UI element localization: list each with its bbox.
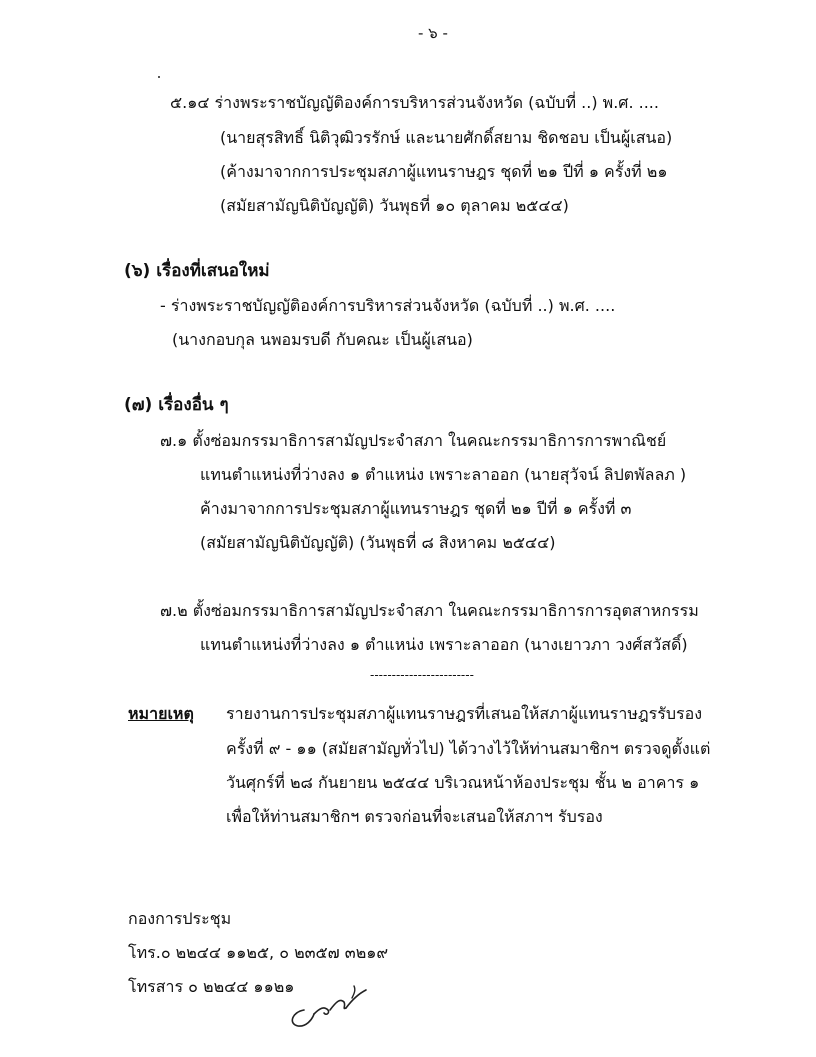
section-6-heading: (๖) เรื่องที่เสนอใหม่	[124, 261, 270, 281]
item-7-1-vacancy: แทนตำแหน่งที่ว่างลง ๑ ตำแหน่ง เพราะลาออก (นายสุวัจน์ ลิปตพัลลภ )	[200, 465, 687, 484]
divider-line: ------------------------	[370, 668, 474, 682]
item-5-14-carryover: (ค้างมาจากการประชุมสภาผู้แทนราษฎร ชุดที่ ๒๑ ปีที่ ๑ ครั้งที่ ๒๑	[220, 162, 668, 181]
remark-line-4: เพื่อให้ท่านสมาชิกฯ ตรวจก่อนที่จะเสนอให้สภาฯ รับรอง	[226, 807, 603, 826]
item-5-14-session-date: (สมัยสามัญนิติบัญญัติ) วันพุธที่ ๑๐ ตุลาคม ๒๕๔๔)	[220, 196, 569, 215]
item-5-14-title: ๕.๑๔ ร่างพระราชบัญญัติองค์การบริหารส่วนจังหวัด (ฉบับที่ ..) พ.ศ. ....	[170, 93, 659, 112]
item-7-1-session-date: (สมัยสามัญนิติบัญญัติ) (วันพุธที่ ๘ สิงหาคม ๒๕๔๔)	[200, 533, 556, 552]
item-7-1-carryover: ค้างมาจากการประชุมสภาผู้แทนราษฎร ชุดที่ ๒๑ ปีที่ ๑ ครั้งที่ ๓	[200, 499, 632, 518]
footer-phone: โทร.๐ ๒๒๔๔ ๑๑๒๕, ๐ ๒๓๕๗ ๓๒๑๙	[128, 943, 389, 962]
remark-line-2: ครั้งที่ ๙ - ๑๑ (สมัยสามัญทั่วไป) ได้วางไว้ให้ท่านสมาชิกฯ ตรวจดูตั้งแต่	[226, 739, 711, 758]
item-7-2-title: ๗.๒ ตั้งซ่อมกรรมาธิการสามัญประจำสภา ในคณะกรรมาธิการการอุตสาหกรรม	[160, 601, 699, 620]
item-7-1-title: ๗.๑ ตั้งซ่อมกรรมาธิการสามัญประจำสภา ในคณะกรรมาธิการการพาณิชย์	[160, 431, 667, 450]
footer-office: กองการประชุม	[128, 909, 232, 928]
section-6-bill: - ร่างพระราชบัญญัติองค์การบริหารส่วนจังหวัด (ฉบับที่ ..) พ.ศ. ....	[160, 296, 616, 315]
remark-line-3: วันศุกร์ที่ ๒๘ กันยายน ๒๕๔๔ บริเวณหน้าห้องประชุม ชั้น ๒ อาคาร ๑	[226, 773, 700, 792]
section-7-heading: (๗) เรื่องอื่น ๆ	[124, 395, 229, 415]
remark-label: หมายเหตุ	[128, 704, 194, 723]
handwritten-signature	[284, 980, 374, 1032]
item-5-14-proposers: (นายสุรสิทธิ์ นิติวุฒิวรรักษ์ และนายศักดิ์สยาม ชิดชอบ เป็นผู้เสนอ)	[220, 128, 673, 147]
item-7-2-vacancy: แทนตำแหน่งที่ว่างลง ๑ ตำแหน่ง เพราะลาออก (นางเยาวภา วงศ์สวัสดิ์)	[200, 635, 688, 654]
section-6-proposers: (นางกอบกุล นพอมรบดี กับคณะ เป็นผู้เสนอ)	[172, 330, 473, 349]
footer-fax: โทรสาร ๐ ๒๒๔๔ ๑๑๒๑	[128, 977, 295, 996]
remark-line-1: รายงานการประชุมสภาผู้แทนราษฎรที่เสนอให้สภาผู้แทนราษฎรรับรอง	[226, 704, 703, 723]
stray-mark	[158, 76, 160, 78]
page-number: - ๖ -	[418, 24, 448, 42]
